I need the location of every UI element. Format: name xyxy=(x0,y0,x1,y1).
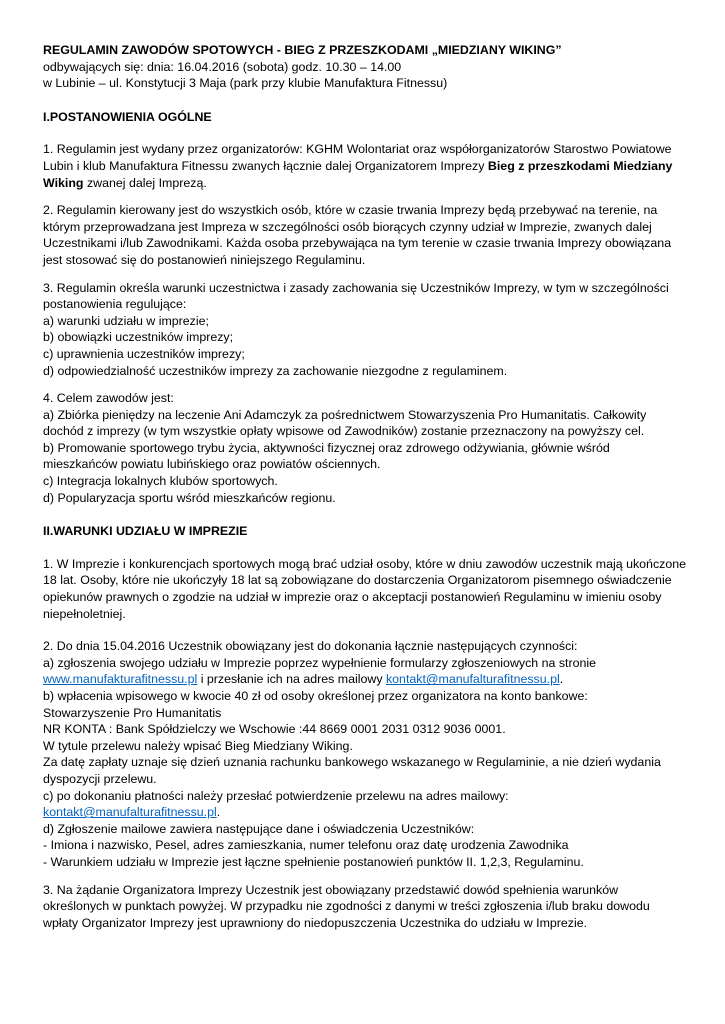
general-paragraph-3 xyxy=(43,280,687,380)
general-paragraph-1 xyxy=(43,141,687,191)
website-link[interactable]: www.manufakturafitnessu.pl xyxy=(43,672,198,687)
conditions-p2-b: b) wpłacenia wpisowego w kwocie 40 zł od osoby określonej przez organizatora na konto bankowe: xyxy=(43,689,588,703)
section-heading-conditions: II.WARUNKI UDZIAŁU W IMPREZIE xyxy=(43,524,248,539)
general-p4-intro: 4. Celem zawodów jest: xyxy=(43,391,174,406)
conditions-p2-c-end: . xyxy=(216,805,221,820)
conditions-p2-c-link xyxy=(43,804,687,821)
bank-account: NR KONTA : Bank Spółdzielczy we Wschowie :44 8669 0001 2031 0312 9036 0001. xyxy=(43,722,506,737)
general-p1-text: 1. Regulamin jest wydany przez organizatorów: KGHM Wolontariat oraz współorganizatorów Starostwo Powiatowe Lubin i klub Manufaktura Fitnessu zwanych łącznie dalej Organizatorem Imprezy xyxy=(43,142,672,173)
event-name-bold: Bieg z przeszkodami Miedziany xyxy=(487,158,673,173)
event-name-bold-2: Wiking xyxy=(43,175,84,190)
event-date-line: odbywających się: dnia: 16.04.2016 (sobota) godz. 10.30 – 14.00 xyxy=(43,59,402,74)
email-link[interactable]: kontakt@manufalturafitnessu.pl xyxy=(385,672,560,687)
conditions-p2-c: c) po dokonaniu płatności należy przesłać potwierdzenie przelewu na adres mailowy: xyxy=(43,788,509,803)
list-item: - Warunkiem udziału w Imprezie jest łączne spełnienie postanowień punktów II. 1,2,3, Regulaminu. xyxy=(43,854,584,869)
conditions-p2-intro: 2. Do dnia 15.04.2016 Uczestnik obowiązany jest do dokonania łącznie następujących czynności: xyxy=(43,639,578,654)
event-place-line: w Lubinie – ul. Konstytucji 3 Maja (park przy klubie Manufaktura Fitnessu) xyxy=(43,76,448,91)
transfer-title: W tytule przelewu należy wpisać Bieg Miedziany Wiking. xyxy=(43,738,353,753)
conditions-p2-d: d) Zgłoszenie mailowe zawiera następujące dane i oświadczenia Uczestników: xyxy=(43,821,475,836)
list-item: c) uprawnienia uczestników imprezy; xyxy=(43,346,245,361)
general-p3-intro: 3. Regulamin określa warunki uczestnictwa i zasady zachowania się Uczestników Imprezy, w tym w szczególności postanowienia regulujące: xyxy=(43,280,669,312)
list-item: a) Zbiórka pieniędzy na leczenie Ani Adamczyk za pośrednictwem Stowarzyszenia Pro Humanitatis. Całkowity dochód z imprezy (w tym wszystkie opłaty wpisowe od Zawodników) zostanie przeznaczony na powyższy cel. xyxy=(43,407,647,439)
conditions-p2-a-links xyxy=(43,671,687,688)
list-item: c) Integracja lokalnych klubów sportowych. xyxy=(43,474,278,489)
list-item: b) Promowanie sportowego trybu życia, aktywności fizycznej oraz zdrowego odżywiania, głównie wśród mieszkańców powiatu lubińskiego oraz powiatów ościennych. xyxy=(43,440,610,472)
conditions-paragraph-1: 1. W Imprezie i konkurencjach sportowych mogą brać udział osoby, które w dniu zawodów uczestnik mają ukończone 18 lat. Osoby, które nie ukończyły 18 lat są zobowiązane do dostarczenia Organizatorom pisemnego oświadczenie opiekunów prawnych o zgodzie na udział w imprezie oraz o akceptacji postanowień Regulaminu w imieniu osoby niepełnoletniej. xyxy=(43,556,687,621)
section-heading-general: I.POSTANOWIENIA OGÓLNE xyxy=(43,109,212,124)
conditions-paragraph-2 xyxy=(43,638,687,870)
general-paragraph-4 xyxy=(43,390,687,506)
payment-date-note: Za datę zapłaty uznaje się dzień uznania rachunku bankowego wskazanego w Regulaminie, a nie dzień wydania dyspozycji przelewu. xyxy=(43,755,661,786)
general-paragraph-2: 2. Regulamin kierowany jest do wszystkich osób, które w czasie trwania Imprezy będą przebywać na terenie, na którym przeprowadzana jest Impreza w szczególności osób biorących czynny udział w Imprezie, zwanych dalej Uczestnikami i/lub Zawodnikami. Każda osoba przebywająca na tym terenie w czasie trwania Imprezy obowiązana jest stosować się do postanowień niniejszego Regulaminu. xyxy=(43,203,672,267)
list-item: d) Popularyzacja sportu wśród mieszkańców regionu. xyxy=(43,490,336,505)
list-item: - Imiona i nazwisko, Pesel, adres zamieszkania, numer telefonu oraz datę urodzenia Zawodnika xyxy=(43,838,569,853)
conditions-p2-a-mid: i przesłanie ich na adres mailowy xyxy=(197,672,386,687)
conditions-paragraph-3: 3. Na żądanie Organizatora Imprezy Uczestnik jest obowiązany przedstawić dowód spełnienia warunków określonych w punktach powyżej. W przypadku nie zgodności z danymi w treści zgłoszenia i/lub braku dowodu wpłaty Organizator Imprezy jest uprawniony do niedopuszczenia Uczestnika do udziału w Imprezie. xyxy=(43,882,650,930)
conditions-p2-a: a) zgłoszenia swojego udziału w Imprezie poprzez wypełnienie formularzy zgłoszeniowych na stronie xyxy=(43,655,597,670)
list-item: d) odpowiedzialność uczestników imprezy za zachowanie niezgodne z regulaminem. xyxy=(43,363,508,378)
document-title: REGULAMIN ZAWODÓW SPOTOWYCH - BIEG Z PRZESZKODAMI „MIEDZIANY WIKING” xyxy=(43,43,562,57)
bank-organization: Stowarzyszenie Pro Humanitatis xyxy=(43,705,222,720)
list-item: b) obowiązki uczestników imprezy; xyxy=(43,330,234,345)
general-p1-tail: zwanej dalej Imprezą. xyxy=(83,175,207,190)
conditions-p2-a-end: . xyxy=(559,672,564,687)
confirmation-email-link[interactable]: kontakt@manufalturafitnessu.pl xyxy=(43,805,217,820)
list-item: a) warunki udziału w imprezie; xyxy=(43,313,209,328)
